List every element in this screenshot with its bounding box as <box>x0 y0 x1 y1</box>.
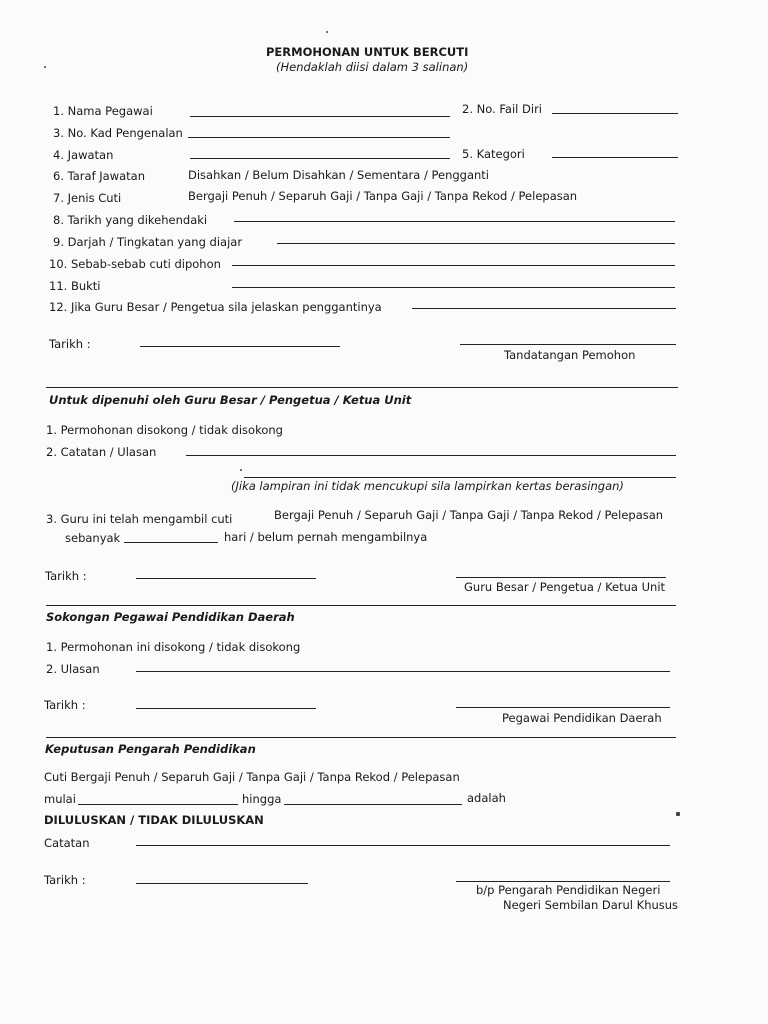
signature-line-pengarah[interactable] <box>456 881 670 882</box>
label-bukti: 11. Bukti <box>49 279 101 293</box>
section-divider <box>46 605 676 606</box>
label-tarikh-pemohon: Tarikh : <box>49 337 91 351</box>
signature-line-pemohon[interactable] <box>460 344 676 345</box>
label-tandatangan-pemohon: Tandatangan Pemohon <box>504 348 636 362</box>
field-ulasan[interactable] <box>136 671 670 672</box>
scan-speck <box>44 66 46 68</box>
label-catatan: Catatan <box>44 836 90 850</box>
label-catatan-ulasan: 2. Catatan / Ulasan <box>46 445 157 459</box>
label-taraf-jawatan: 6. Taraf Jawatan <box>53 169 146 183</box>
field-tarikh-pemohon[interactable] <box>140 346 340 347</box>
form-title: PERMOHONAN UNTUK BERCUTI <box>266 45 469 59</box>
heading-ppd: Sokongan Pegawai Pendidikan Daerah <box>46 610 295 624</box>
form-subtitle: (Hendaklah diisi dalam 3 salinan) <box>276 60 469 74</box>
field-tarikh-guru-besar[interactable] <box>136 578 316 579</box>
heading-guru-besar: Untuk dipenuhi oleh Guru Besar / Pengetua / Ketua Unit <box>49 393 412 407</box>
label-jenis-cuti: 7. Jenis Cuti <box>53 191 122 205</box>
scan-speck <box>676 812 680 816</box>
label-ulasan: 2. Ulasan <box>46 662 100 676</box>
label-tarikh-dikehendaki: 8. Tarikh yang dikehendaki <box>53 213 208 227</box>
section-divider <box>46 387 678 388</box>
label-sebab-cuti: 10. Sebab-sebab cuti dipohon <box>49 257 221 271</box>
field-bukti[interactable] <box>232 287 675 288</box>
label-adalah: adalah <box>467 791 506 805</box>
field-catatan-ulasan-2[interactable] <box>244 477 676 478</box>
field-mulai[interactable] <box>78 804 238 805</box>
field-no-fail-diri[interactable] <box>552 113 678 114</box>
label-signature-guru-besar: Guru Besar / Pengetua / Ketua Unit <box>464 580 666 594</box>
label-signature-pengarah-2: Negeri Sembilan Darul Khusus <box>503 898 679 912</box>
field-catatan[interactable] <box>136 845 670 846</box>
field-sebab-cuti[interactable] <box>232 265 675 266</box>
field-darjah-tingkatan[interactable] <box>277 243 675 244</box>
jenis-cuti-options[interactable]: Bergaji Penuh / Separuh Gaji / Tanpa Gaji / Tanpa Rekod / Pelepasan <box>188 189 578 203</box>
field-tarikh-pengarah[interactable] <box>136 883 308 884</box>
label-permohonan-disokong[interactable]: 1. Permohonan disokong / tidak disokong <box>46 423 283 437</box>
cuti-diambil-options[interactable]: Bergaji Penuh / Separuh Gaji / Tanpa Gaji / Tanpa Rekod / Pelepasan <box>274 508 664 522</box>
label-no-fail-diri: 2. No. Fail Diri <box>462 102 543 116</box>
label-pengganti: 12. Jika Guru Besar / Pengetua sila jelaskan penggantinya <box>49 300 382 314</box>
label-kategori: 5. Kategori <box>462 147 525 161</box>
field-kategori[interactable] <box>552 157 678 158</box>
scan-speck <box>326 31 328 33</box>
field-tarikh-ppd[interactable] <box>136 708 316 709</box>
label-mulai: mulai <box>44 792 76 806</box>
field-hingga[interactable] <box>284 804 462 805</box>
label-signature-ppd: Pegawai Pendidikan Daerah <box>502 711 662 725</box>
label-hari: hari / belum pernah mengambilnya <box>224 530 428 544</box>
label-tarikh-guru-besar: Tarikh : <box>45 569 87 583</box>
field-tarikh-dikehendaki[interactable] <box>234 221 675 222</box>
label-jawatan: 4. Jawatan <box>53 148 114 162</box>
label-tarikh-pengarah: Tarikh : <box>44 873 86 887</box>
label-signature-pengarah-1: b/p Pengarah Pendidikan Negeri <box>476 883 661 897</box>
signature-line-guru-besar[interactable] <box>456 577 666 578</box>
signature-line-ppd[interactable] <box>456 707 670 708</box>
label-sebanyak: sebanyak <box>65 531 121 545</box>
label-guru-mengambil-cuti: 3. Guru ini telah mengambil cuti <box>46 512 233 526</box>
scan-speck <box>240 469 242 471</box>
field-sebanyak-hari[interactable] <box>124 542 218 543</box>
field-no-kad-pengenalan[interactable] <box>188 137 450 138</box>
label-darjah-tingkatan: 9. Darjah / Tingkatan yang diajar <box>53 235 243 249</box>
label-nama-pegawai: 1. Nama Pegawai <box>53 104 153 118</box>
field-pengganti[interactable] <box>412 308 676 309</box>
label-no-kad-pengenalan: 3. No. Kad Pengenalan <box>53 126 183 140</box>
field-catatan-ulasan-1[interactable] <box>186 455 676 456</box>
decision-diluluskan[interactable]: DILULUSKAN / TIDAK DILULUSKAN <box>44 813 264 827</box>
taraf-jawatan-options[interactable]: Disahkan / Belum Disahkan / Sementara / Pengganti <box>188 168 490 182</box>
label-permohonan-ini-disokong[interactable]: 1. Permohonan ini disokong / tidak disokong <box>46 640 301 654</box>
cuti-keputusan-options[interactable]: Cuti Bergaji Penuh / Separuh Gaji / Tanpa Gaji / Tanpa Rekod / Pelepasan <box>44 770 460 784</box>
note-lampiran: (Jika lampiran ini tidak mencukupi sila lampirkan kertas berasingan) <box>231 479 624 493</box>
label-tarikh-ppd: Tarikh : <box>44 698 86 712</box>
field-jawatan[interactable] <box>190 158 450 159</box>
field-nama-pegawai[interactable] <box>190 116 450 117</box>
heading-keputusan: Keputusan Pengarah Pendidikan <box>45 742 256 756</box>
label-hingga: hingga <box>242 792 282 806</box>
section-divider <box>46 737 676 738</box>
